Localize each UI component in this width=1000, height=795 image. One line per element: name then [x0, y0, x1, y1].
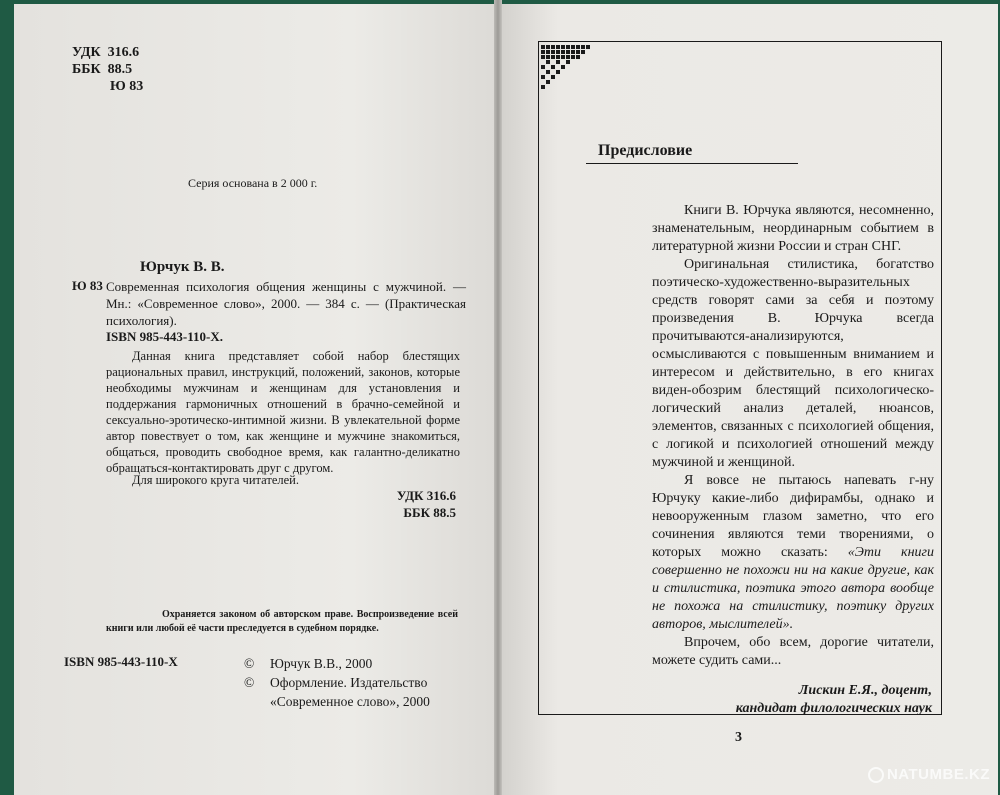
call-number: Ю 83	[72, 278, 103, 293]
classification-bottom	[384, 487, 456, 521]
paragraph-1: Книги В. Юрчука являются, несомненно, знаменательным, неординарным событием в литературной жизни России и стран СНГ.	[652, 203, 934, 254]
bbk-code: ББК 88.5	[72, 62, 133, 77]
paragraph-2: Оригинальная стилистика, богатство поэтическо-художественно-выразительных средств говорят сами за себя и поэтому произведения В. Юрчука всегда прочитываются-анализируются, осмысливаются с повышенным вниманием и интересом и действительно, в его книгах виден-обозрим блестящий психологическо-логический анализ деталей, нюансов, элементов, связанных с психологией общения, с логикой и психологией отношений между мужчиной и женщиной.	[652, 257, 934, 470]
copyright-symbol-2: ©	[244, 675, 255, 690]
watermark	[868, 766, 990, 783]
audience-note: Для широкого круга читателей.	[132, 473, 299, 487]
paragraph-3-text: Я вовсе не пытаюсь напевать г-ну Юрчуку какие-либо дифирамбы, однако и невооруженным глазом заметно, что его сочинения являются теми творениями, о которых можно сказать:	[652, 473, 934, 560]
udk-bottom: УДК 316.6	[396, 488, 456, 503]
copyright-design-2: «Современное слово», 2000	[270, 694, 430, 709]
bibliographic-text: Современная психология общения женщины с мужчиной. — Мн.: «Современное слово», 2000. — 384 с. — (Практическая психология).	[106, 279, 466, 328]
isbn-top: ISBN 985-443-110-X.	[106, 329, 224, 344]
library-codes	[72, 44, 143, 95]
paragraph-3	[652, 472, 934, 634]
watermark-text: NATUMBE.KZ	[886, 766, 990, 783]
bibliographic-entry	[106, 278, 466, 329]
chapter-underline	[586, 163, 798, 164]
copyright-notice: Охраняется законом об авторском праве. Воспроизведение всей книги или любой её части преследуется в судебном порядке.	[106, 609, 458, 634]
udk-code: УДК 316.6	[72, 45, 140, 60]
signature	[680, 682, 932, 718]
quote-text: «Эти книги совершенно не похожи ни на какие другие, как и стилистика, поэтика этого автора вообще не похожа на стилистику, поэтику других авторов, мыслителей».	[652, 545, 935, 632]
author-mark: Ю 83	[110, 79, 144, 94]
copyright-block	[244, 654, 430, 711]
copyright-design-1: Оформление. Издательство	[270, 675, 428, 690]
book-gutter	[494, 0, 502, 795]
copyright-author: Юрчук В.В., 2000	[270, 656, 373, 671]
signature-title: кандидат филологических наук	[735, 701, 932, 716]
copyright-symbol: ©	[244, 656, 255, 671]
watermark-logo-icon	[868, 767, 884, 783]
annotation: Данная книга представляет собой набор блестящих рациональных правил, инструкций, положений, законов, которые необходимы мужчинам и женщинам для установления и поддержания гармоничных отношений в брачно-семейной и сексуально-эротическо-интимной жизни. В увлекательной форме автор повествует о том, как женщине и мужчине знакомиться, общаться, проводить свободное время, как галантно-деликатно обращаться-контактировать друг с другом.	[106, 349, 460, 475]
preface-text	[652, 202, 934, 670]
corner-pixel-ornament	[540, 44, 600, 104]
series-note: Серия основана в 2 000 г.	[188, 176, 318, 190]
isbn-bottom: ISBN 985-443-110-X	[64, 654, 178, 669]
chapter-title: Предисловие	[598, 142, 693, 159]
bbk-bottom: ББК 88.5	[403, 505, 456, 520]
paragraph-4: Впрочем, обо всем, дорогие читатели, можете судить сами...	[652, 635, 934, 668]
author-heading: Юрчук В. В.	[140, 259, 225, 275]
signature-name: Лискин Е.Я., доцент,	[798, 683, 932, 698]
page-number: 3	[735, 730, 742, 745]
